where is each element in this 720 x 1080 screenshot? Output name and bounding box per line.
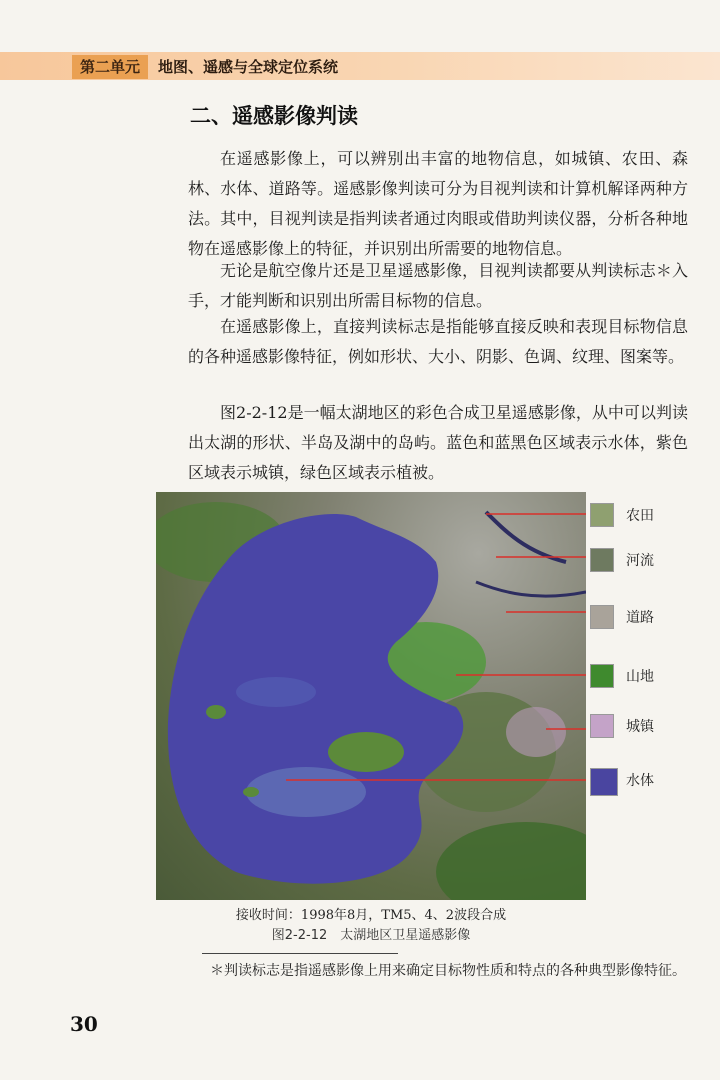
paragraph-1: 在遥感影像上，可以辨别出丰富的地物信息，如城镇、农田、森林、水体、道路等。遥感影像判读可分为目视判读和计算机解译两种方法。其中，目视判读是指判读者通过肉眼或借助判读仪器，分析各种地物在遥感影像上的特征，并识别出所需要的地物信息。 [188,149,688,258]
unit-title: 地图、遥感与全球定位系统 [158,58,339,76]
legend-item-water [590,768,700,798]
swatch-town [590,714,614,738]
figure-caption-source: 接收时间：1998年8月，TM5、4、2波段合成 [235,908,507,923]
satellite-image-drawing [156,492,586,900]
swatch-farmland [590,503,614,527]
legend-item-farmland [590,503,700,533]
satellite-image-taihu [156,492,586,900]
paragraph-2: 无论是航空像片还是卫星遥感影像，目视判读都要从判读标志＊入手，才能判断和识别出所需目标物的信息。 [188,261,688,310]
footnote: ＊判读标志是指遥感影像上用来确定目标物性质和特点的各种典型影像特征。 [210,963,686,979]
section-title: 二、遥感影像判读 [190,104,358,128]
legend-label: 道路 [626,610,654,626]
legend-item-town [590,714,700,744]
swatch-mountain [590,664,614,688]
paragraph-4: 图2-2-12是一幅太湖地区的彩色合成卫星遥感影像，从中可以判读出太湖的形状、半岛及湖中的岛屿。蓝色和蓝黑色区域表示水体，紫色区域表示城镇，绿色区域表示植被。 [188,403,688,482]
figure-caption-title: 图2-2-12 太湖地区卫星遥感影像 [271,928,471,943]
swatch-river [590,548,614,572]
legend-item-road [590,605,700,635]
footnote-divider [202,953,398,954]
legend-label: 河流 [626,553,654,569]
paragraph-3: 在遥感影像上，直接判读标志是指能够直接反映和表现目标物信息的各种遥感影像特征，例如形状、大小、阴影、色调、纹理、图案等。 [188,317,688,366]
legend-label: 城镇 [626,719,654,735]
swatch-water [590,768,618,796]
unit-tag: 第二单元 [72,55,148,79]
legend-item-mountain [590,664,700,694]
legend-label: 农田 [626,508,654,524]
legend-label: 山地 [626,669,654,685]
swatch-road [590,605,614,629]
legend-label: 水体 [626,773,654,789]
page-number: 30 [70,1012,98,1036]
legend-item-river [590,548,700,578]
